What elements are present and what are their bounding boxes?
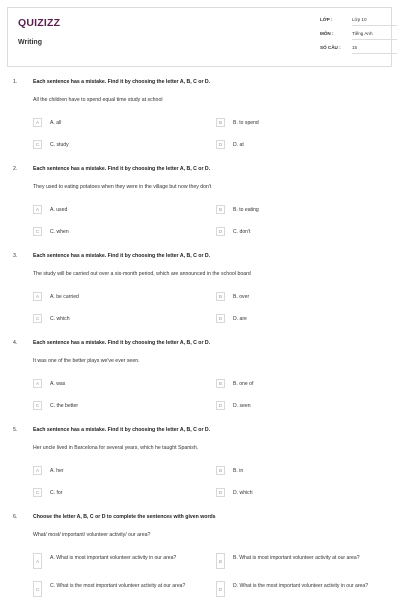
meta-row-count (320, 45, 400, 59)
question-number: 4. (13, 340, 18, 346)
option-text: B. to spend (233, 120, 259, 126)
option-letter-box[interactable]: A (33, 292, 42, 301)
option-letter-box[interactable]: A (33, 379, 42, 388)
meta-row-class (320, 17, 400, 31)
meta-value: Lớp 10 (352, 17, 367, 22)
option-text: B. over (233, 294, 250, 300)
option-letter-box[interactable]: B (216, 553, 225, 569)
meta-row-subject (320, 31, 400, 45)
option-text: A. used (50, 207, 68, 213)
meta-underline (352, 53, 397, 54)
option-text: C. for (50, 490, 63, 496)
meta-underline (352, 25, 397, 26)
question-sentence: All the children have to spend equal time study at school (33, 97, 163, 103)
meta-value: Tiếng Anh (352, 31, 373, 36)
option-letter-box[interactable]: A (33, 205, 42, 214)
option-text: C. don't (233, 229, 251, 235)
option-letter-box[interactable]: C (33, 227, 42, 236)
meta-info (320, 17, 400, 59)
meta-label: SỐ CÂU : (320, 45, 341, 50)
question-number: 6. (13, 514, 18, 520)
option-text: D. seen (233, 403, 251, 409)
option-letter-box[interactable]: C (33, 314, 42, 323)
meta-underline (352, 39, 397, 40)
option-letter-box[interactable]: C (33, 401, 42, 410)
option-text: B. one of (233, 381, 254, 387)
option-letter-box[interactable]: D (216, 140, 225, 149)
question-number: 2. (13, 166, 18, 172)
worksheet-header (7, 7, 392, 67)
question-sentence: They used to eating potatoes when they were in the village but now they don't (33, 184, 212, 190)
option-letter-box[interactable]: B (216, 379, 225, 388)
option-text: D. are (233, 316, 247, 322)
meta-value: 15 (352, 45, 358, 50)
option-text: D. at (233, 142, 244, 148)
option-letter-box[interactable]: C (33, 140, 42, 149)
option-text: C. when (50, 229, 69, 235)
option-text: A. be carried (50, 294, 79, 300)
option-letter-box[interactable]: A (33, 466, 42, 475)
option-letter-box[interactable]: D (216, 401, 225, 410)
worksheet-subject: Writing (18, 39, 42, 46)
option-text: C. which (50, 316, 70, 322)
option-text: D. What is the most important volunteer activity in our area? (233, 583, 369, 589)
option-letter-box[interactable]: B (216, 292, 225, 301)
meta-label: LỚP : (320, 17, 333, 22)
question-number: 5. (13, 427, 18, 433)
meta-label: MÔN : (320, 31, 334, 36)
question-prompt: Each sentence has a mistake. Find it by choosing the letter A, B, C or D. (33, 340, 211, 346)
option-text: B. What is most important volunteer activity at our area? (233, 555, 360, 561)
question-prompt: Each sentence has a mistake. Find it by choosing the letter A, B, C or D. (33, 79, 211, 85)
question-sentence: Her uncle lived in Barcelona for several years, which he taught Spanish. (33, 445, 199, 451)
option-letter-box[interactable]: A (33, 553, 42, 569)
question-prompt: Choose the letter A, B, C or D to complete the sentences with given words (33, 514, 216, 520)
option-letter-box[interactable]: C (33, 488, 42, 497)
option-text: D. which (233, 490, 253, 496)
option-text: C. study (50, 142, 69, 148)
question-sentence: What/ most/ important/ volunteer activity/ our area? (33, 532, 151, 538)
option-text: A. her (50, 468, 64, 474)
question-sentence: It was one of the better plays we've ever seen. (33, 358, 140, 364)
option-letter-box[interactable]: C (33, 581, 42, 597)
option-text: A. all (50, 120, 62, 126)
option-letter-box[interactable]: A (33, 118, 42, 127)
option-letter-box[interactable]: B (216, 205, 225, 214)
option-letter-box[interactable]: B (216, 466, 225, 475)
option-text: B. to eating (233, 207, 259, 213)
option-text: C. the better (50, 403, 79, 409)
option-letter-box[interactable]: B (216, 118, 225, 127)
option-letter-box[interactable]: D (216, 581, 225, 597)
option-letter-box[interactable]: D (216, 488, 225, 497)
question-sentence: The study will be carried out over a six-month period, which are announced in the school board (33, 271, 251, 277)
question-prompt: Each sentence has a mistake. Find it by choosing the letter A, B, C or D. (33, 166, 211, 172)
question-prompt: Each sentence has a mistake. Find it by choosing the letter A, B, C or D. (33, 253, 211, 259)
question-prompt: Each sentence has a mistake. Find it by choosing the letter A, B, C or D. (33, 427, 211, 433)
option-letter-box[interactable]: D (216, 314, 225, 323)
option-text: B. in (233, 468, 244, 474)
option-text: A. was (50, 381, 66, 387)
option-letter-box[interactable]: D (216, 227, 225, 236)
option-text: C. What is the most important volunteer activity at our area? (50, 583, 186, 589)
question-number: 3. (13, 253, 18, 259)
quizizz-logo: QUIZIZZ (18, 17, 61, 29)
option-text: A. What is most important volunteer activity in our area? (50, 555, 177, 561)
question-number: 1. (13, 79, 18, 85)
